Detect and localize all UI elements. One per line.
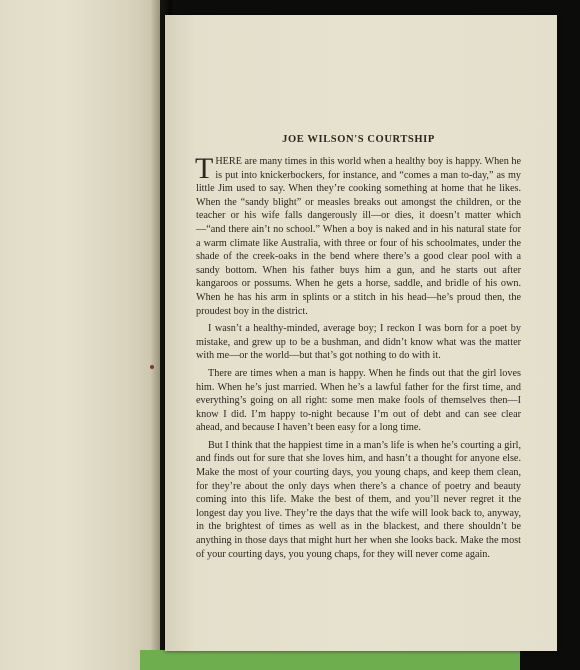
left-page <box>0 0 160 670</box>
paragraph-1-text: HERE are many times in this world when a healthy boy is happy. When he is put into knickerbockers, for instance, and “comes a man to-day,” as my little Jim used to say. When they’re cooking something at home that he likes. When the “sandy blight” or measles breaks out amongst the children, or the teacher or his wife falls dangerously ill—or dies, it doesn’t matter which—“and there ain’t no school.” When a boy is naked and in his natural state for a warm climate like Australia, with three or four of his schoolmates, under the shade of the creek-oaks in the bend where there’s a good clear pool with a sandy bottom. When his father buys him a gun, and he starts out after kangaroos or possums. When he gets a horse, saddle, and bridle of his own. When he has his arm in splints or a stitch in his head—he’s proud then, the proudest boy in the district. <box>196 156 521 317</box>
drop-cap: T <box>195 152 214 185</box>
paragraph-1 <box>195 152 521 318</box>
paragraph-4: But I think that the happiest time in a man’s life is when he’s courting a girl, and finds out for sure that she loves him, and hasn’t a thought for anyone else. Make the most of your courting days, you young chaps, and keep them clean, for they’re about the only days when there’s a chance of poetry and beauty coming into this life. Make the best of them, and you’ll never regret it the longest day you live. They’re the days that the wife will look back to, anyway, in the brightest of times as well as in the blackest, and there shouldn’t be anything in those days that might hurt her when she looks back. Make the most of your courting days, you young chaps, for they will never come again. <box>196 439 521 560</box>
right-page <box>165 15 557 651</box>
paragraph-2: I wasn’t a healthy-minded, average boy; I reckon I was born for a poet by mistake, and grew up to be a bushman, and didn’t know what was the matter with me—or the world—but that’s got nothing to do with it. <box>196 323 521 362</box>
paragraph-3: There are times when a man is happy. When he finds out that the girl loves him. When he’s just married. When he’s a lawful father for the first time, and everything’s going on all right: some men make fools of themselves then—I know I did. I’m happy to-night because I’m out of debt and can see clear ahead, and because I haven’t been easy for a long time. <box>196 367 521 434</box>
body-text <box>195 152 521 565</box>
green-cover-edge <box>140 650 520 670</box>
chapter-title: JOE WILSON'S COURTSHIP <box>282 134 435 145</box>
ink-spot <box>150 365 154 369</box>
